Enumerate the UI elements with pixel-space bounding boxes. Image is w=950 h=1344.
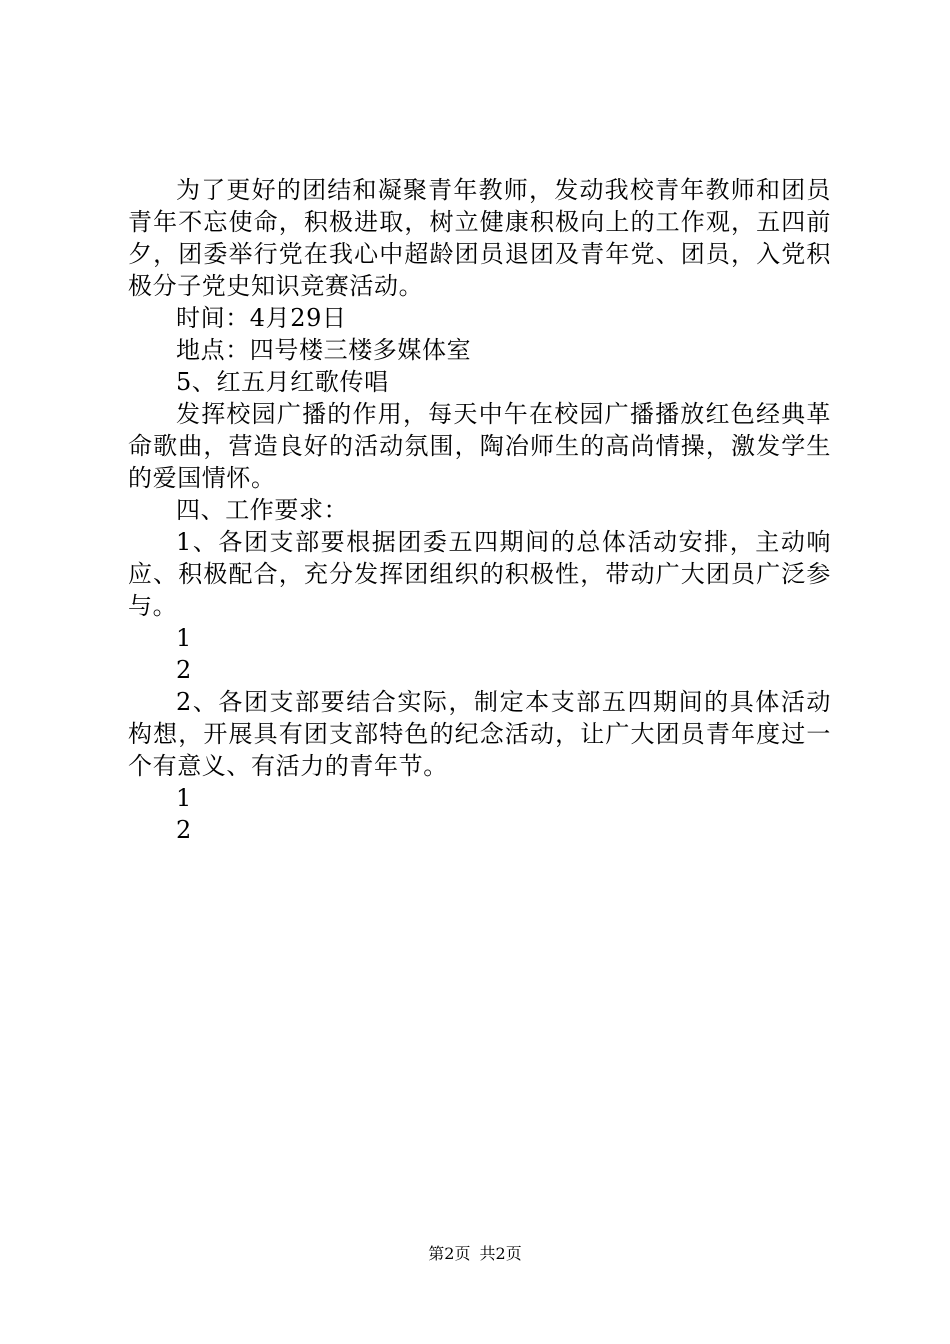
- page-number: 第2页: [428, 1244, 471, 1263]
- list-number: 1: [176, 784, 192, 812]
- paragraph-intro: 为了更好的团结和凝聚青年教师，发动我校青年教师和团员青年不忘使命，积极进取，树立健康积极向上的工作观，五四前夕，团委举行党在我心中超龄团员退团及青年党、团员，入党积极分子党史知识竞赛活动。: [128, 176, 831, 300]
- list-number: 1: [176, 624, 192, 652]
- list-number: 2: [176, 816, 192, 844]
- page-total: 共2页: [479, 1244, 522, 1263]
- paragraph-location: 地点：四号楼三楼多媒体室: [176, 336, 472, 364]
- paragraph-requirement-1: 1、各团支部要根据团委五四期间的总体活动安排，主动响应、积极配合，充分发挥团组织的积极性，带动广大团员广泛参与。: [128, 528, 831, 620]
- paragraph-requirement-2: 2、各团支部要结合实际，制定本支部五四期间的具体活动构想，开展具有团支部特色的纪念活动，让广大团员青年度过一个有意义、有活力的青年节。: [128, 688, 831, 780]
- paragraph-red-song: 5、红五月红歌传唱: [176, 368, 389, 396]
- page-footer: [0, 1244, 950, 1264]
- heading-requirements: 四、工作要求：: [176, 496, 349, 524]
- list-number: 2: [176, 656, 192, 684]
- document-body: [128, 174, 831, 846]
- paragraph-time: 时间：4月29日: [176, 304, 347, 332]
- paragraph-broadcast: 发挥校园广播的作用，每天中午在校园广播播放红色经典革命歌曲，营造良好的活动氛围，陶冶师生的高尚情操，激发学生的爱国情怀。: [128, 400, 831, 492]
